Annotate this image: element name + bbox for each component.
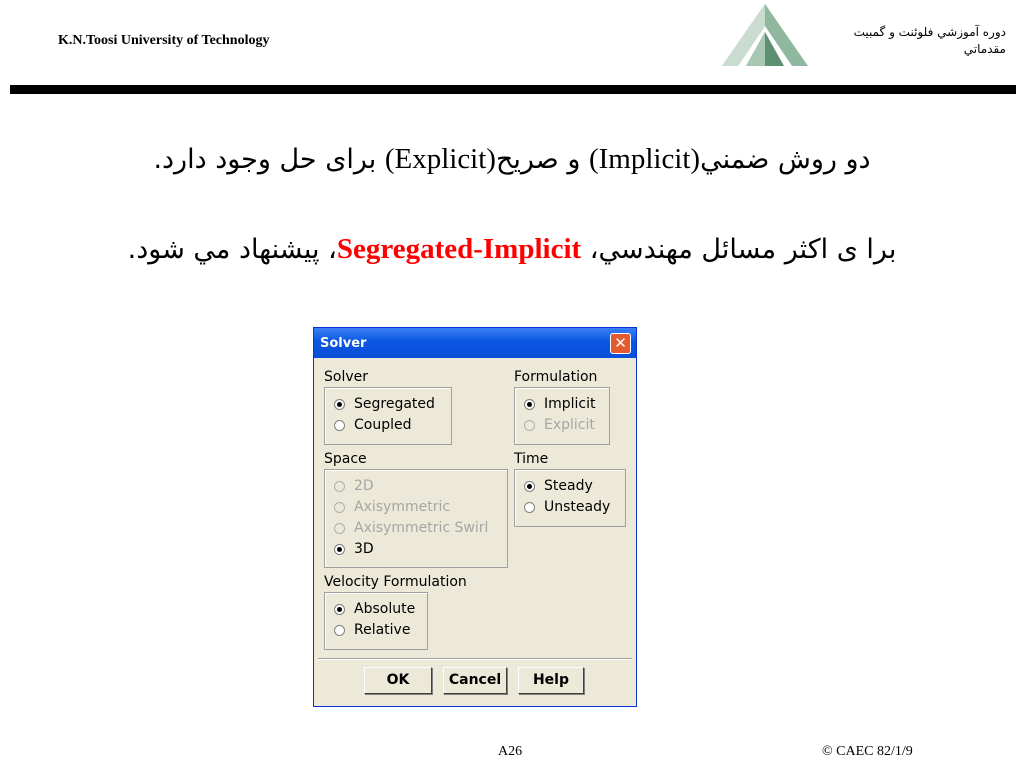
help-button[interactable]: Help [518,667,584,694]
radio-coupled[interactable] [334,417,412,433]
radio-axisymmetric-swirl-label: Axisymmetric Swirl [354,520,489,536]
radio-axisymmetric-label: Axisymmetric [354,499,451,515]
p1-text-a: دو روش ضمني [700,144,871,175]
p2-text-b: ، پيشنهاد مي شود. [127,234,337,265]
university-logo [718,2,812,70]
radio-disabled-icon [334,523,345,534]
radio-unsteady-label: Unsteady [544,499,611,515]
radio-unsteady[interactable] [524,499,610,515]
solver-dialog [313,327,637,707]
radio-segregated[interactable] [334,396,435,412]
radio-absolute[interactable] [334,601,415,617]
p2-highlight: Segregated-Implicit [336,233,582,265]
paragraph-recommendation [40,228,984,271]
page-number: A26 [498,744,523,759]
header-rule [10,85,1016,94]
velocity-group-label: Velocity Formulation [324,574,467,590]
close-button[interactable] [610,333,631,354]
course-title [806,24,1006,58]
time-group-label: Time [514,451,549,467]
p1-explicit: (Explicit) [384,143,496,175]
radio-checked-icon [334,544,345,555]
radio-axisymmetric-swirl [334,520,488,536]
radio-2d [334,478,374,494]
solver-group-label: Solver [324,369,368,385]
radio-checked-icon [524,481,535,492]
radio-relative-label: Relative [354,622,411,638]
radio-2d-label: 2D [354,478,374,494]
radio-steady[interactable] [524,478,593,494]
dialog-titlebar[interactable] [314,328,636,358]
radio-checked-icon [334,604,345,615]
formulation-group-label: Formulation [514,369,598,385]
close-icon: ✕ [614,334,627,352]
radio-disabled-icon [334,502,345,513]
radio-unchecked-icon [334,420,345,431]
button-separator [318,658,632,660]
cancel-button[interactable]: Cancel [443,667,507,694]
radio-implicit-label: Implicit [544,396,596,412]
radio-3d[interactable] [334,541,374,557]
ok-button[interactable]: OK [364,667,432,694]
university-name: K.N.Toosi University of Technology [58,33,270,48]
paragraph-methods [40,138,984,181]
radio-checked-icon [524,399,535,410]
dialog-title: Solver [320,335,367,351]
p2-text-a: برا ی اکثر مسائل مهندسي، [581,234,897,265]
radio-relative[interactable] [334,622,410,638]
radio-disabled-icon [334,481,345,492]
space-group-label: Space [324,451,367,467]
radio-unchecked-icon [524,502,535,513]
radio-checked-icon [334,399,345,410]
course-title-line1: دوره آموزشي فلوئنت و گمبيت [853,25,1006,39]
radio-implicit[interactable] [524,396,596,412]
radio-explicit [524,417,595,433]
radio-steady-label: Steady [544,478,593,494]
p1-text-c: برای حل وجود دارد. [153,144,385,175]
p1-implicit: (Implicit) [588,143,701,175]
radio-explicit-label: Explicit [544,417,595,433]
copyright: © CAEC 82/1/9 [822,744,913,759]
radio-coupled-label: Coupled [354,417,412,433]
radio-segregated-label: Segregated [354,396,435,412]
radio-disabled-icon [524,420,535,431]
course-title-line2: مقدماتي [963,42,1006,56]
p1-text-b: و صريح [495,144,589,175]
radio-axisymmetric [334,499,450,515]
radio-3d-label: 3D [354,541,374,557]
radio-absolute-label: Absolute [354,601,416,617]
radio-unchecked-icon [334,625,345,636]
